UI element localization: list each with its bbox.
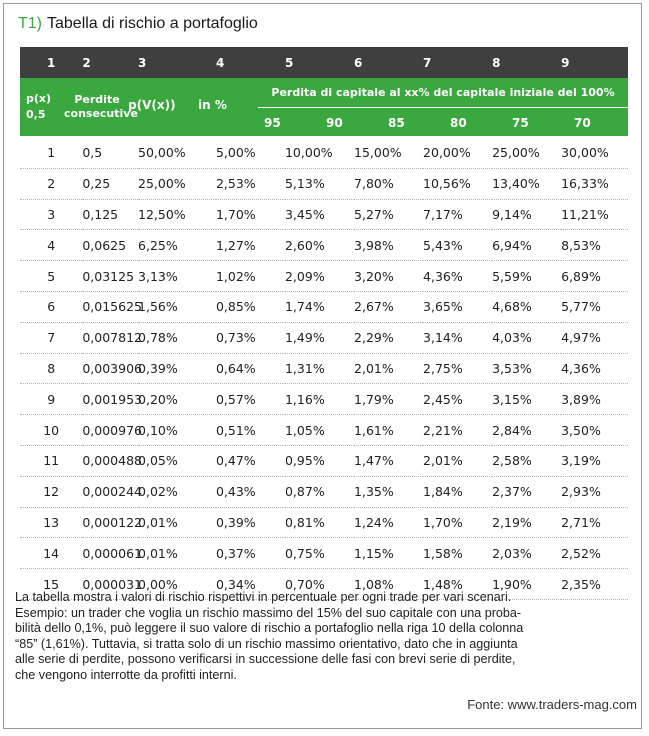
table-cell: 2,37% bbox=[492, 476, 561, 507]
table-cell: 3 bbox=[20, 199, 82, 230]
table-cell: 7,17% bbox=[423, 199, 492, 230]
table-cell: 2,53% bbox=[216, 168, 285, 199]
table-row bbox=[20, 384, 628, 415]
table-cell: 0,25 bbox=[82, 168, 138, 199]
table-cell: 3,89% bbox=[561, 384, 628, 415]
table-cell: 30,00% bbox=[561, 138, 628, 168]
table-cell: 5,00% bbox=[216, 138, 285, 168]
table-cell: 0,000976 bbox=[82, 415, 138, 446]
table-cell: 2,93% bbox=[561, 476, 628, 507]
table-cell: 1,05% bbox=[285, 415, 354, 446]
table-cell: 3,50% bbox=[561, 415, 628, 446]
table-cell: 25,00% bbox=[492, 138, 561, 168]
table-cell: 5,77% bbox=[561, 291, 628, 322]
table-cell: 4,36% bbox=[561, 353, 628, 384]
table-cell: 1,79% bbox=[354, 384, 423, 415]
table-cell: 1,70% bbox=[423, 507, 492, 538]
table-cell: 13,40% bbox=[492, 168, 561, 199]
table-cell: 0,015625 bbox=[82, 291, 138, 322]
table-cell: 0,87% bbox=[285, 476, 354, 507]
table-cell: 1,70% bbox=[216, 199, 285, 230]
table-row bbox=[20, 507, 628, 538]
figure-title bbox=[18, 15, 258, 33]
table-cell: 1,74% bbox=[285, 291, 354, 322]
scenario-80: 80 bbox=[450, 116, 467, 130]
table-cell: 2,52% bbox=[561, 538, 628, 569]
table-cell: 12,50% bbox=[138, 199, 216, 230]
table-cell: 10,56% bbox=[423, 168, 492, 199]
table-cell: 3,98% bbox=[354, 230, 423, 261]
column-number: 6 bbox=[354, 47, 423, 78]
column-number: 1 bbox=[20, 47, 82, 78]
table-cell: 0,01% bbox=[138, 507, 216, 538]
capital-loss-span-header: Perdita di capitale al xx% del capitale iniziale del 100% bbox=[271, 86, 615, 99]
px-header bbox=[26, 91, 51, 123]
table-cell: 9 bbox=[20, 384, 82, 415]
table-cell: 1,61% bbox=[354, 415, 423, 446]
table-note: La tabella mostra i valori di rischio rispettivi in percentuale per ogni trade per vari scenari. Esempio: un trader che voglia un rischio massimo del 15% del suo capitale con una proba- bilità dello 0,1%, può leggere il suo valore di rischio a portafoglio nella riga 10 della colonna “85” (1,61%). Tuttavia, si tratta solo di un rischio massimo orientativo, dato che in aggiunta alle serie di perdite, possono verificarsi in successione delle fasi con brevi serie di perdite, che vengono interrotte da profitti interni. bbox=[15, 590, 524, 682]
losses-label-2: consecutive bbox=[64, 107, 138, 120]
table-cell: 0,000488 bbox=[82, 445, 138, 476]
table-cell: 7,80% bbox=[354, 168, 423, 199]
table-cell: 0,03125 bbox=[82, 261, 138, 292]
table-cell: 1,15% bbox=[354, 538, 423, 569]
table-cell: 0,47% bbox=[216, 445, 285, 476]
column-number: 9 bbox=[561, 47, 628, 78]
table-cell: 0,75% bbox=[285, 538, 354, 569]
risk-table bbox=[20, 47, 628, 78]
in-pct-header: in % bbox=[198, 98, 227, 112]
table-cell: 2 bbox=[20, 168, 82, 199]
column-number: 8 bbox=[492, 47, 561, 78]
table-row bbox=[20, 230, 628, 261]
table-cell: 5,59% bbox=[492, 261, 561, 292]
table-cell: 3,20% bbox=[354, 261, 423, 292]
table-cell: 16,33% bbox=[561, 168, 628, 199]
table-row bbox=[20, 168, 628, 199]
figure-number: T1) bbox=[18, 15, 42, 32]
table-cell: 3,13% bbox=[138, 261, 216, 292]
table-cell: 2,01% bbox=[354, 353, 423, 384]
figure-title-text: Tabella di rischio a portafoglio bbox=[47, 15, 258, 32]
table-cell: 0,37% bbox=[216, 538, 285, 569]
table-row bbox=[20, 445, 628, 476]
source-credit: Fonte: www.traders-mag.com bbox=[467, 697, 637, 712]
table-cell: 6,89% bbox=[561, 261, 628, 292]
table-cell: 25,00% bbox=[138, 168, 216, 199]
table-cell: 0,34% bbox=[216, 569, 285, 600]
scenario-95: 95 bbox=[264, 116, 281, 130]
table-row bbox=[20, 261, 628, 292]
scenario-header-row bbox=[258, 108, 628, 136]
table-row bbox=[20, 322, 628, 353]
table-cell: 0,000122 bbox=[82, 507, 138, 538]
table-cell: 4,03% bbox=[492, 322, 561, 353]
px-value: 0,5 bbox=[26, 108, 46, 121]
table-cell: 0,73% bbox=[216, 322, 285, 353]
table-cell: 4,36% bbox=[423, 261, 492, 292]
table-cell: 0,70% bbox=[285, 569, 354, 600]
pv-header: p(V(x)) bbox=[128, 98, 176, 112]
table-cell: 2,35% bbox=[561, 569, 628, 600]
table-cell: 1,49% bbox=[285, 322, 354, 353]
table-cell: 1,56% bbox=[138, 291, 216, 322]
table-cell: 8 bbox=[20, 353, 82, 384]
table-cell: 11,21% bbox=[561, 199, 628, 230]
table-cell: 1,24% bbox=[354, 507, 423, 538]
table-cell: 2,71% bbox=[561, 507, 628, 538]
table-cell: 0,85% bbox=[216, 291, 285, 322]
table-cell: 2,01% bbox=[423, 445, 492, 476]
table-cell: 2,09% bbox=[285, 261, 354, 292]
table-cell: 2,29% bbox=[354, 322, 423, 353]
table-cell: 0,0625 bbox=[82, 230, 138, 261]
table-cell: 4,68% bbox=[492, 291, 561, 322]
table-cell: 0,000061 bbox=[82, 538, 138, 569]
table-cell: 2,21% bbox=[423, 415, 492, 446]
table-cell: 15 bbox=[20, 569, 82, 600]
table-cell: 5 bbox=[20, 261, 82, 292]
table-cell: 14 bbox=[20, 538, 82, 569]
table-cell: 6,25% bbox=[138, 230, 216, 261]
scenario-75: 75 bbox=[512, 116, 529, 130]
scenario-90: 90 bbox=[326, 116, 343, 130]
table-cell: 3,53% bbox=[492, 353, 561, 384]
table-cell: 0,57% bbox=[216, 384, 285, 415]
table-cell: 12 bbox=[20, 476, 82, 507]
table-cell: 9,14% bbox=[492, 199, 561, 230]
table-cell: 1,90% bbox=[492, 569, 561, 600]
table-cell: 2,58% bbox=[492, 445, 561, 476]
scenario-85: 85 bbox=[388, 116, 405, 130]
table-cell: 0,000031 bbox=[82, 569, 138, 600]
table-cell: 0,02% bbox=[138, 476, 216, 507]
table-cell: 1,31% bbox=[285, 353, 354, 384]
table-cell: 0,5 bbox=[82, 138, 138, 168]
column-number: 5 bbox=[285, 47, 354, 78]
table-row bbox=[20, 291, 628, 322]
table-cell: 1,27% bbox=[216, 230, 285, 261]
table-cell: 4,97% bbox=[561, 322, 628, 353]
table-cell: 2,45% bbox=[423, 384, 492, 415]
table-cell: 4 bbox=[20, 230, 82, 261]
table-cell: 3,45% bbox=[285, 199, 354, 230]
table-cell: 2,03% bbox=[492, 538, 561, 569]
table-cell: 1,47% bbox=[354, 445, 423, 476]
table-cell: 3,14% bbox=[423, 322, 492, 353]
table-cell: 5,13% bbox=[285, 168, 354, 199]
table-cell: 1,02% bbox=[216, 261, 285, 292]
table-cell: 3,65% bbox=[423, 291, 492, 322]
table-cell: 10,00% bbox=[285, 138, 354, 168]
table-cell: 7 bbox=[20, 322, 82, 353]
column-number: 4 bbox=[216, 47, 285, 78]
table-cell: 0,39% bbox=[216, 507, 285, 538]
table-cell: 6 bbox=[20, 291, 82, 322]
table-cell: 2,67% bbox=[354, 291, 423, 322]
table-cell: 5,27% bbox=[354, 199, 423, 230]
table-cell: 1,48% bbox=[423, 569, 492, 600]
losses-label-1: Perdite bbox=[74, 93, 120, 106]
table-cell: 6,94% bbox=[492, 230, 561, 261]
table-cell: 2,19% bbox=[492, 507, 561, 538]
table-cell: 2,75% bbox=[423, 353, 492, 384]
px-label: p(x) bbox=[26, 92, 52, 105]
column-number: 3 bbox=[138, 47, 216, 78]
table-cell: 2,84% bbox=[492, 415, 561, 446]
table-cell: 50,00% bbox=[138, 138, 216, 168]
table-cell: 0,05% bbox=[138, 445, 216, 476]
table-cell: 0,95% bbox=[285, 445, 354, 476]
table-row bbox=[20, 199, 628, 230]
table-row bbox=[20, 353, 628, 384]
table-cell: 1,08% bbox=[354, 569, 423, 600]
table-cell: 8,53% bbox=[561, 230, 628, 261]
table-cell: 15,00% bbox=[354, 138, 423, 168]
table-cell: 0,007812 bbox=[82, 322, 138, 353]
table-cell: 13 bbox=[20, 507, 82, 538]
table-cell: 3,19% bbox=[561, 445, 628, 476]
losses-header bbox=[64, 93, 138, 121]
table-cell: 1 bbox=[20, 138, 82, 168]
table-cell: 3,15% bbox=[492, 384, 561, 415]
table-row bbox=[20, 415, 628, 446]
table-cell: 0,20% bbox=[138, 384, 216, 415]
table-row bbox=[20, 538, 628, 569]
table-cell: 0,000244 bbox=[82, 476, 138, 507]
table-cell: 0,39% bbox=[138, 353, 216, 384]
table-cell: 0,81% bbox=[285, 507, 354, 538]
table-cell: 0,43% bbox=[216, 476, 285, 507]
table-cell: 0,00% bbox=[138, 569, 216, 600]
table-cell: 0,64% bbox=[216, 353, 285, 384]
table-cell: 1,58% bbox=[423, 538, 492, 569]
table-row bbox=[20, 476, 628, 507]
table-cell: 0,001953 bbox=[82, 384, 138, 415]
table-cell: 1,16% bbox=[285, 384, 354, 415]
table-cell: 10 bbox=[20, 415, 82, 446]
table-cell: 2,60% bbox=[285, 230, 354, 261]
table-cell: 0,01% bbox=[138, 538, 216, 569]
risk-table-body bbox=[20, 138, 628, 600]
table-row bbox=[20, 138, 628, 168]
table-cell: 0,10% bbox=[138, 415, 216, 446]
table-cell: 1,35% bbox=[354, 476, 423, 507]
table-cell: 1,84% bbox=[423, 476, 492, 507]
table-cell: 20,00% bbox=[423, 138, 492, 168]
column-number: 2 bbox=[82, 47, 138, 78]
table-cell: 0,125 bbox=[82, 199, 138, 230]
scenario-70: 70 bbox=[574, 116, 591, 130]
table-cell: 5,43% bbox=[423, 230, 492, 261]
table-cell: 0,51% bbox=[216, 415, 285, 446]
green-header bbox=[20, 78, 628, 136]
table-cell: 11 bbox=[20, 445, 82, 476]
column-number: 7 bbox=[423, 47, 492, 78]
column-number-row bbox=[20, 47, 628, 78]
table-cell: 0,003906 bbox=[82, 353, 138, 384]
table-cell: 0,78% bbox=[138, 322, 216, 353]
